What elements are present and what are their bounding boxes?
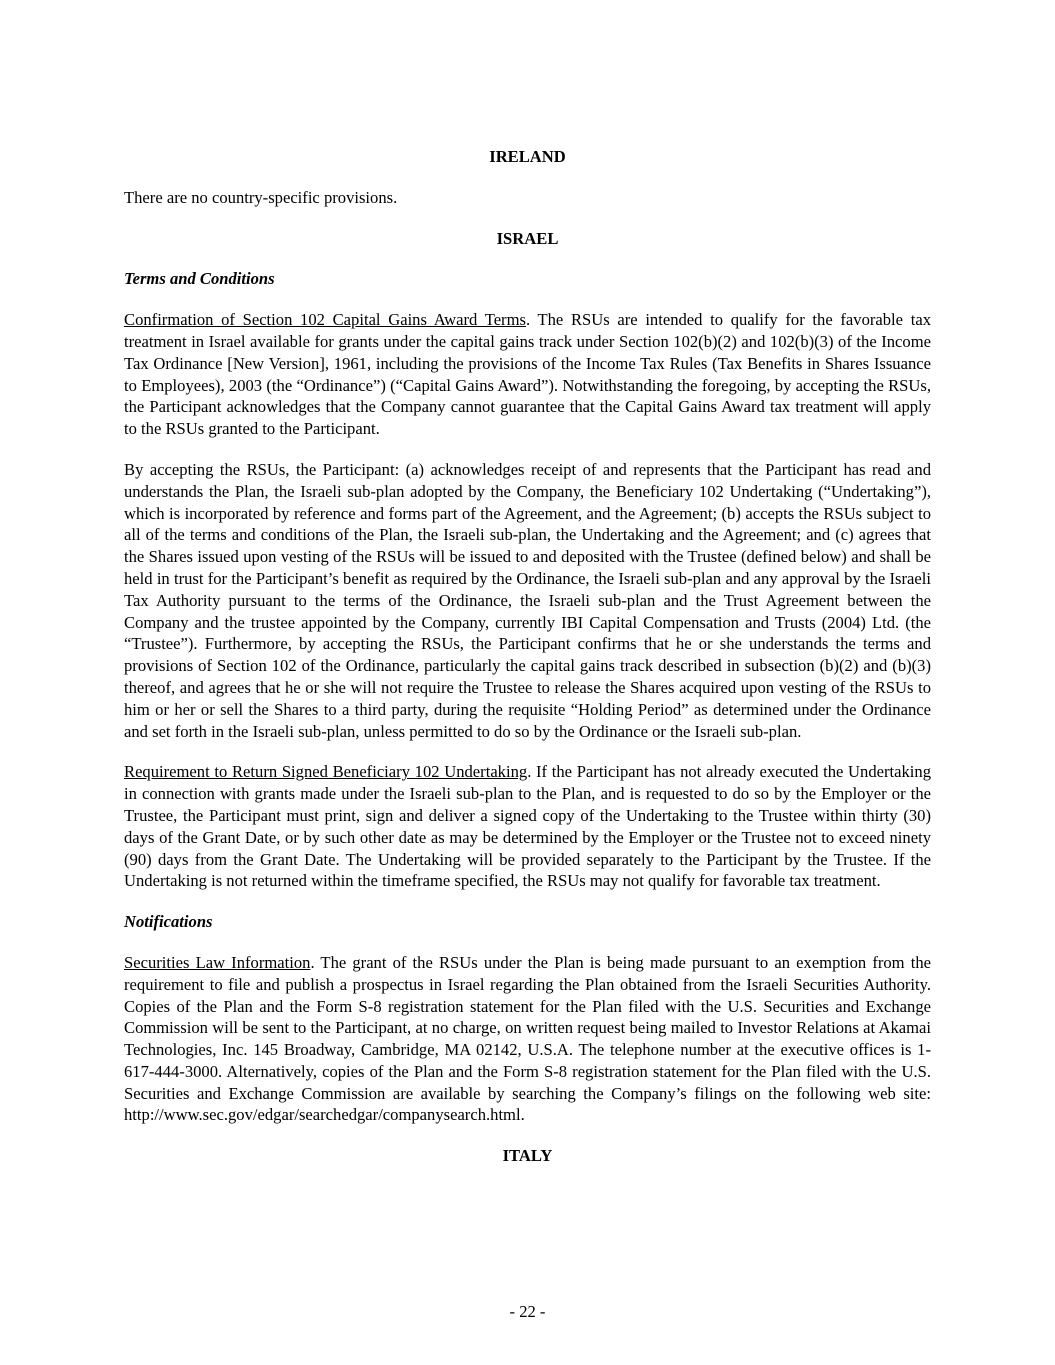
paragraph-title: Securities Law Information [124,952,311,972]
paragraph-capital-gains [124,309,931,440]
ireland-text: There are no country-specific provisions. [124,187,398,207]
document-page [124,146,931,1186]
paragraph-body: . The RSUs are intended to qualify for the favorable tax treatment in Israel available for grants under the capital gains track under Section 102(b)(2) and 102(b)(3) of the Income Tax Ordinance [New Version], 1961, including the provisions of the Income Tax Rules (Tax Benefits in Shares Issuance to Employees), 2003 (the “Ordinance”) (“Capital Gains Award”). Notwithstanding the foregoing, by accepting the RSUs, the Participant acknowledges that the Company cannot guarantee that the Capital Gains Award tax treatment will apply to the RSUs granted to the Participant. [124,310,931,439]
paragraph-undertaking [124,761,931,892]
terms-heading: Terms and Conditions [124,269,275,289]
paragraph-body: . If the Participant has not already executed the Undertaking in connection with grants made under the Israeli sub-plan to the Plan, and is requested to do so by the Employer or the Trustee, the Participant must print, sign and deliver a signed copy of the Undertaking to the Trustee within thirty (30) days of the Grant Date, or by such other date as may be determined by the Employer or the Trustee not to exceed ninety (90) days from the Grant Date. The Undertaking will be provided separately to the Participant by the Trustee. If the Undertaking is not returned within the timeframe specified, the RSUs may not qualify for favorable tax treatment. [124,762,931,891]
page-number: - 22 - [509,1302,546,1321]
section-heading-israel: ISRAEL [496,228,559,248]
paragraph-body: . The grant of the RSUs under the Plan is being made pursuant to an exemption from the requirement to file and publish a prospectus in Israel regarding the Plan obtained from the Israeli Securities Authority. Copies of the Plan and the Form S-8 registration statement for the Plan filed with the U.S. Securities and Exchange Commission will be sent to the Participant, at no charge, on written request being mailed to Investor Relations at Akamai Technologies, Inc. 145 Broadway, Cambridge, MA 02142, U.S.A. The telephone number at the executive offices is 1-617-444-3000. Alternatively, copies of the Plan and the Form S-8 registration statement for the Plan filed with the U.S. Securities and Exchange Commission are available by searching the Company’s filings on the following web site: http://www.sec.gov/edgar/searchedgar/companysearch.html. [124,952,931,1125]
section-heading-ireland: IRELAND [489,147,566,166]
notifications-heading: Notifications [124,912,213,932]
paragraph-title: Confirmation of Section 102 Capital Gains Award Terms [124,310,526,330]
paragraph-acceptance: By accepting the RSUs, the Participant: (a) acknowledges receipt of and represents that the Participant has read and understands the Plan, the Israeli sub-plan adopted by the Company, the Beneficiary 102 Undertaking (“Undertaking”), which is incorporated by reference and forms part of the Agreement, and the Agreement; (b) accepts the RSUs subject to all of the terms and conditions of the Plan, the Israeli sub-plan, the Undertaking and the Agreement; and (c) agrees that the Shares issued upon vesting of the RSUs will be issued to and deposited with the Trustee (defined below) and shall be held in trust for the Participant’s benefit as required by the Ordinance, the Israeli sub-plan and any approval by the Israeli Tax Authority pursuant to the terms of the Ordinance, the Israeli sub-plan and the Trust Agreement between the Company and the trustee appointed by the Company, currently IBI Capital Compensation and Trusts (2004) Ltd. (the “Trustee”). Furthermore, by accepting the RSUs, the Participant confirms that he or she understands the terms and provisions of Section 102 of the Ordinance, particularly the capital gains track described in subsection (b)(2) and (b)(3) thereof, and agrees that he or she will not require the Trustee to release the Shares acquired upon vesting of the RSUs to him or her or sell the Shares to a third party, during the requisite “Holding Period” as determined under the Ordinance and set forth in the Israeli sub-plan, unless permitted to do so by the Ordinance or the Israeli sub-plan. [124,459,931,741]
paragraph-securities [124,952,931,1126]
section-heading-italy: ITALY [502,1146,553,1166]
paragraph-title: Requirement to Return Signed Beneficiary 102 Undertaking [124,762,528,782]
